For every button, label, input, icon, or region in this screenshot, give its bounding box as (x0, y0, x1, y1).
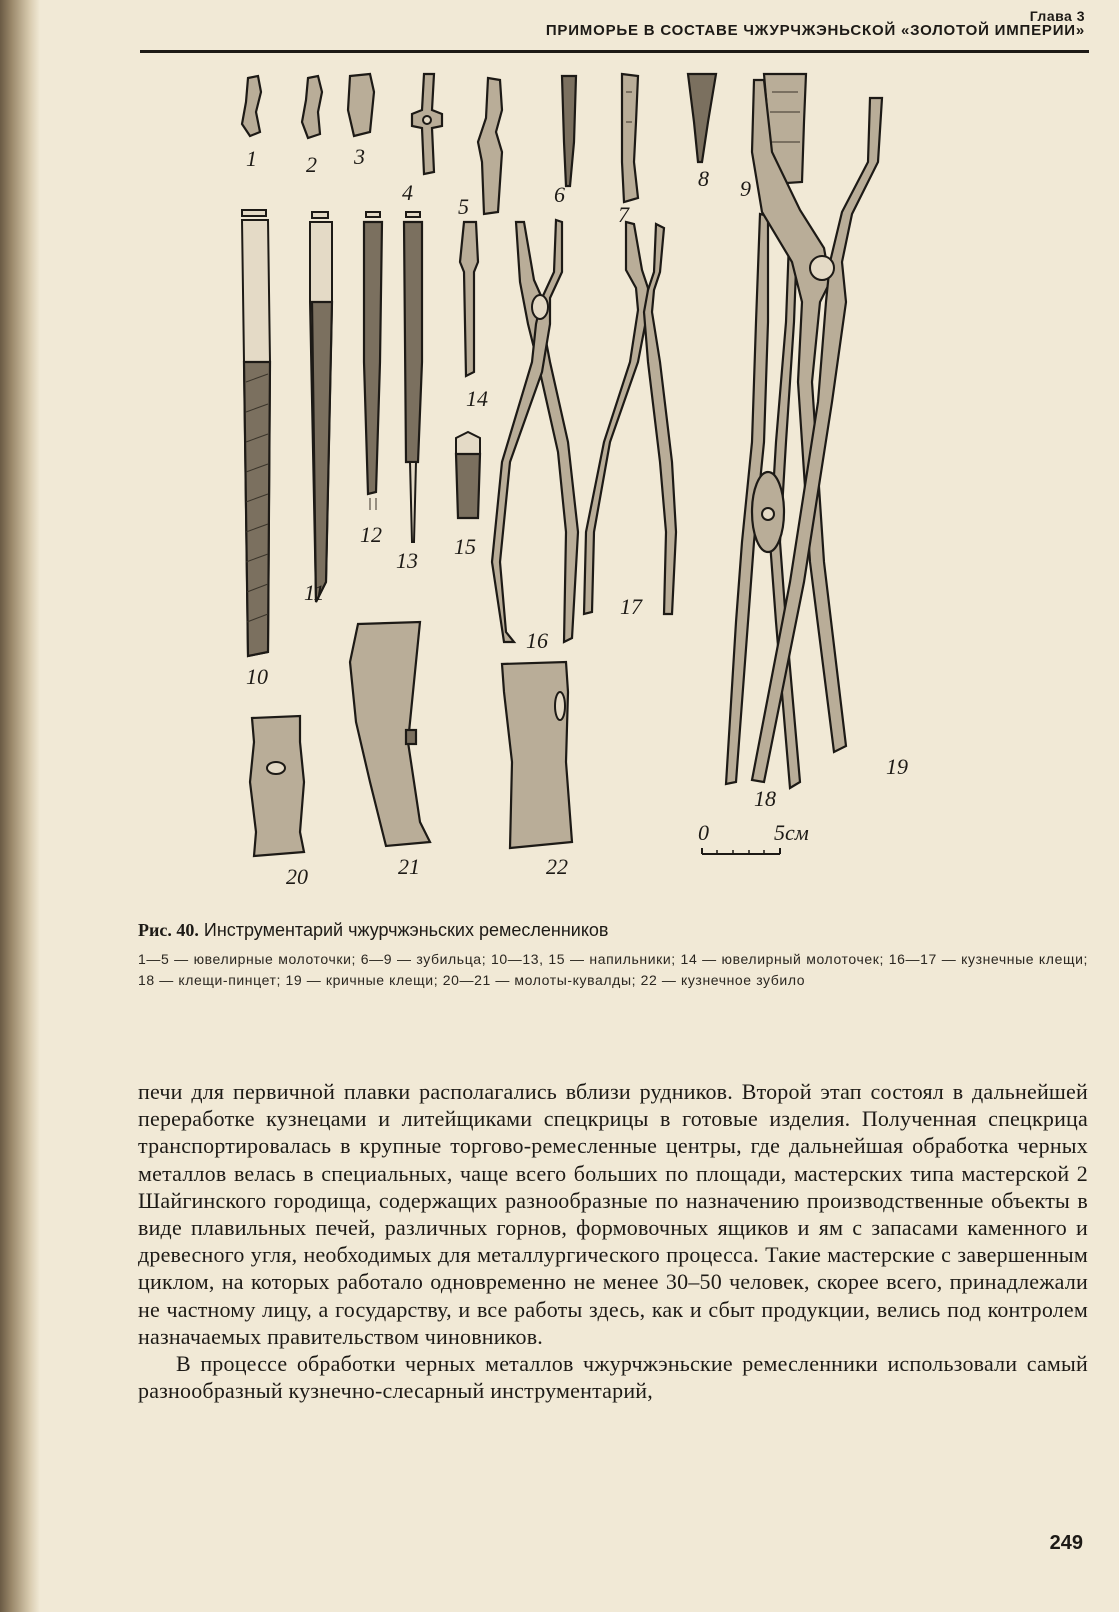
tool-19-bloom-tongs (752, 80, 882, 782)
tool-10-file (242, 210, 270, 656)
tool-18-tweezers (726, 214, 800, 788)
tool-11-file (310, 212, 332, 602)
scale-end-label: 5см (774, 820, 809, 845)
figure-number-11: 11 (304, 580, 325, 605)
tool-5-jeweler-hammer (478, 78, 502, 214)
figure-number-4: 4 (402, 180, 413, 205)
figure-number-3: 3 (354, 144, 365, 169)
figure-number-15: 15 (454, 534, 476, 559)
figure-number-6: 6 (554, 182, 565, 207)
tool-12-file (364, 212, 382, 510)
tool-7-chisel (622, 74, 638, 202)
caption-title: Инструментарий чжурчжэньских ремесленников (203, 920, 609, 940)
figure-number-8: 8 (698, 166, 709, 191)
book-gutter-shadow (0, 0, 40, 1612)
figure-number-20: 20 (286, 864, 308, 889)
tool-4-jeweler-hammer (412, 74, 442, 174)
tool-13-file (404, 212, 422, 542)
figure-number-7: 7 (618, 202, 629, 227)
figure-number-17: 17 (620, 594, 642, 619)
tool-14-jeweler-hammer (460, 222, 478, 376)
tool-22-chisel (502, 662, 572, 848)
figure-number-10: 10 (246, 664, 268, 689)
tool-8-chisel (688, 74, 716, 162)
figure-number-1: 1 (246, 146, 257, 171)
tool-15-file (456, 432, 480, 518)
tool-21-sledgehammer (350, 622, 430, 846)
tool-1-jeweler-hammer (242, 76, 261, 136)
tools-illustration (220, 62, 908, 892)
tool-2-jeweler-hammer (302, 76, 322, 138)
scale-bar (698, 820, 809, 854)
paragraph-2: В процессе обработки черных металлов чжурчжэньские ремесленники использовали самый разнообразный кузнечно-слесарный инструментарий, (138, 1351, 1088, 1404)
figure-number-18: 18 (754, 786, 776, 811)
tool-6-chisel (562, 76, 576, 186)
tool-16-tongs (492, 220, 578, 642)
figure-number-2: 2 (306, 152, 317, 177)
caption-title-line (138, 920, 1088, 941)
running-head (385, 8, 1085, 39)
chapter-label: Глава 3 (1029, 8, 1085, 24)
figure-number-19: 19 (886, 754, 908, 779)
figure-number-13: 13 (396, 548, 418, 573)
figure-number-12: 12 (360, 522, 382, 547)
body-text (138, 1078, 1088, 1404)
tool-3-jeweler-hammer (348, 74, 374, 136)
figure-number-16: 16 (526, 628, 548, 653)
figure-caption (138, 920, 1088, 991)
header-rule (140, 50, 1089, 53)
paragraph-1: печи для первичной плавки располагались вблизи рудников. Второй этап состоял в дальнейшей переработке кузнецами и литейщиками спецкрицы в готовые изделия. Полученная спецкрица транспортировалась в крупные торгово-ремесленные центры, где дальнейшая обработка черных металлов велась в специальных, чаще всего больших по площади, мастерских типа мастерской 2 Шайгинского городища, содержащих разнообразные по назначению производственные объекты в виде плавильных печей, различных горнов, формовочных ящиков и ям с запасами каменного и древесного угля, необходимых для металлургического процесса. Такие мастерские с завершенным циклом, на которых работало одновременно не менее 30–50 человек, скорее всего, принадлежали не частному лицу, а государству, и все работы здесь, как и сбыт продукции, велись под контролем назначаемых правительством чиновников. (138, 1079, 1088, 1349)
tool-20-sledgehammer (250, 716, 304, 856)
caption-label: Рис. 40. (138, 920, 199, 940)
figure-number-5: 5 (458, 194, 469, 219)
scale-start-label: 0 (698, 820, 709, 845)
caption-legend: 1—5 — ювелирные молоточки; 6—9 — зубильца; 10—13, 15 — напильники; 14 — ювелирный молоточек; 16—17 — кузнечные клещи; 18 — клещи-пинцет; 19 — кричные клещи; 20—21 — молоты-кувалды; 22 — кузнечное зубило (138, 951, 1088, 988)
figure-number-22: 22 (546, 854, 568, 879)
figure-number-9: 9 (740, 176, 751, 201)
figure-number-14: 14 (466, 386, 488, 411)
figure-number-21: 21 (398, 854, 420, 879)
running-head-title: ПРИМОРЬЕ В СОСТАВЕ ЧЖУРЧЖЭНЬСКОЙ «ЗОЛОТОЙ ИМПЕРИИ» (545, 22, 1085, 39)
page-number: 249 (1049, 1532, 1083, 1554)
tool-17-tongs (584, 222, 676, 614)
